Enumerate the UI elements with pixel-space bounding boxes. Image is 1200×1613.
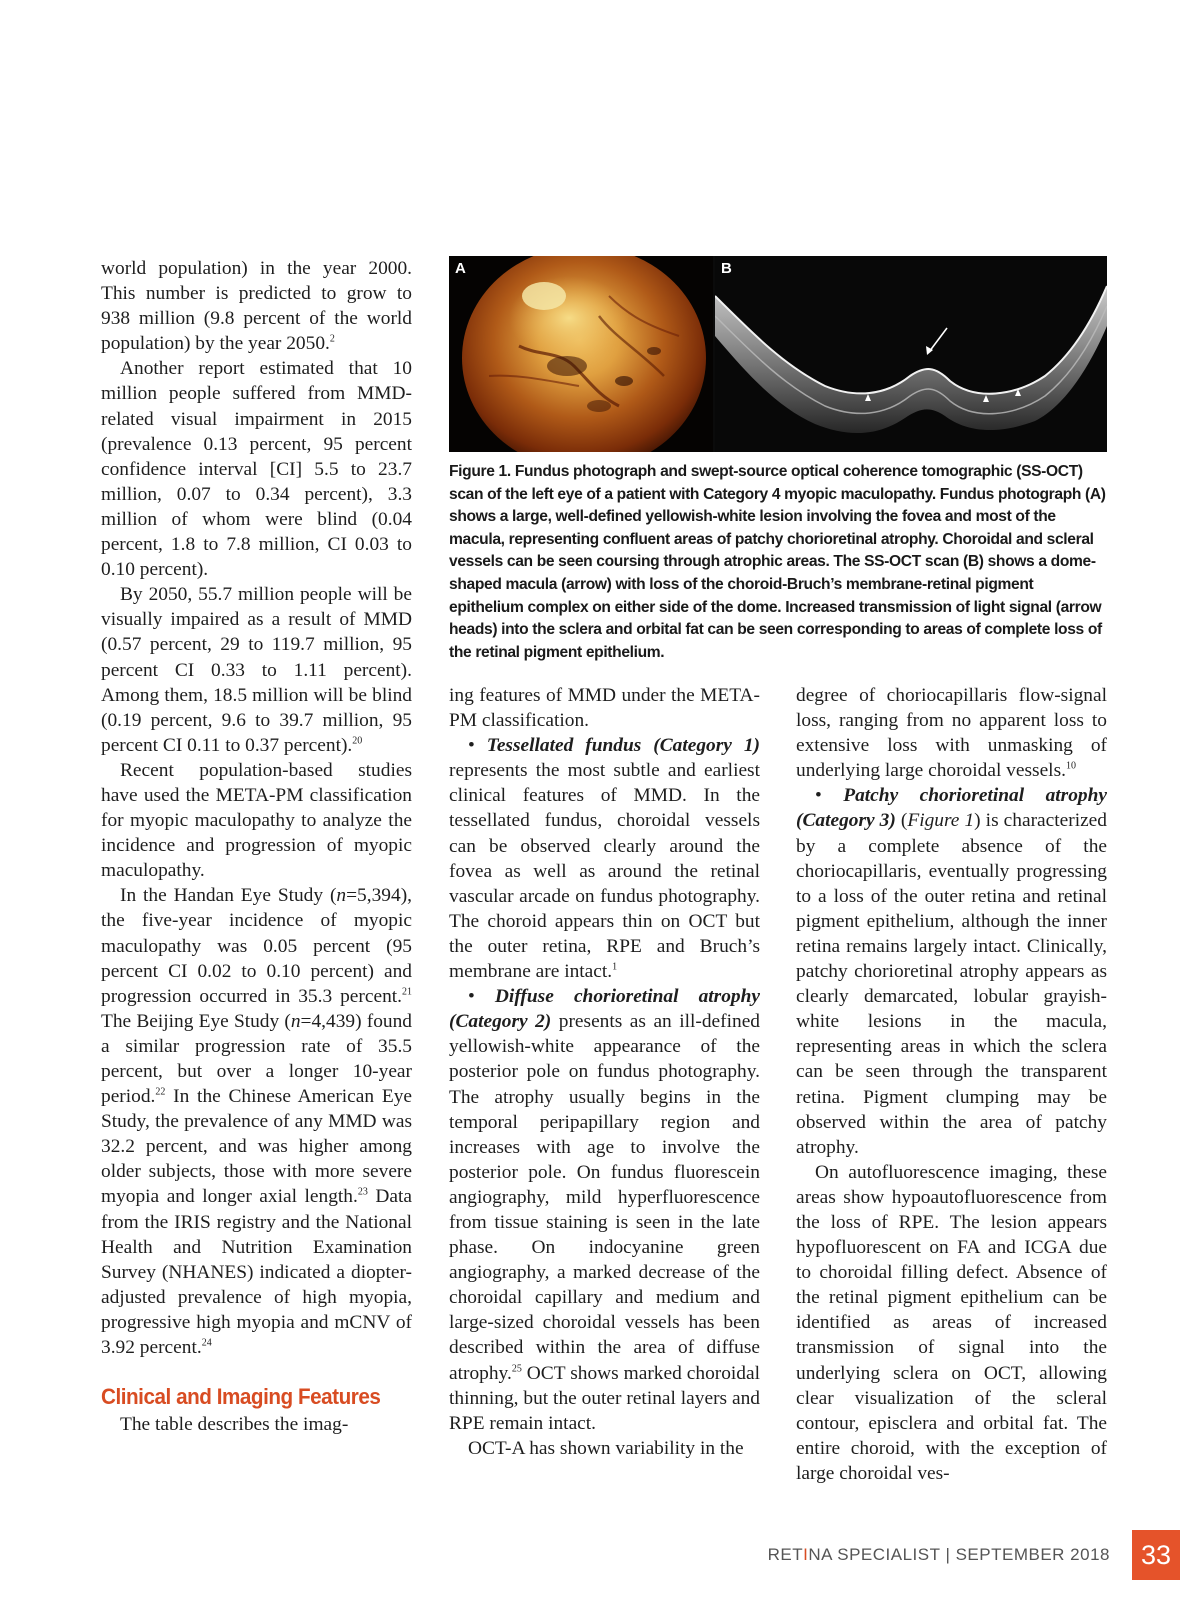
paragraph: world population) in the year 2000. This number is predicted to grow to 938 million (9.8 percent of the world population) by the year 2050.$^2$ — [101, 258, 412, 355]
paragraph: OCT-A has shown variability in the — [468, 1437, 744, 1459]
bullet-item: • Diffuse chorioretinal atrophy (Category 2) presents as an ill-defined yellowish-white appearance of the posterior pole on fundus photography. The atrophy usually begins in the temporal peripapillary region and increases with age to involve the posterior pole. On fundus fluorescein angiography, mild hyperfluorescence from tissue staining is seen in the late phase. On indocyanine green angiography, a marked decrease of the choroidal capillary and medium and large-sized choroidal vessels has been described within the area of diffuse atrophy.$^{25}$ OCT shows marked choroidal thinning, but the outer retinal layers and RPE remain intact. — [449, 986, 761, 1434]
column-3 — [796, 683, 1107, 1486]
oct-scan — [715, 256, 1107, 452]
paragraph: The table describes the imag- — [120, 1414, 349, 1436]
panel-label-a: A — [455, 260, 466, 277]
bullet-item: • Tessellated fundus (Category 1) represents the most subtle and earliest clinical features of MMD. In the tessellated fundus, choroidal vessels can be observed clearly around the fovea as well as around the retinal vascular arcade on fundus photography. The choroid appears thin on OCT but the outer retina, RPE and Bruch’s membrane are intact.$^1$ — [449, 735, 760, 983]
paragraph: degree of choriocapillaris flow-signal loss, ranging from no apparent loss to extensive loss with unmasking of underlying large choroidal vessels.$^{10}$ — [796, 685, 1107, 782]
figure-caption: Figure 1. Fundus photograph and swept-source optical coherence tomographic (SS-OCT) scan of the left eye of a patient with Category 4 myopic maculopathy. Fundus photograph (A) shows a large, well-defined yellowish-white lesion involving the fovea and most of the macula, representing confluent areas of patchy chorioretinal atrophy. Choroidal and scleral vessels can be seen coursing through atrophic areas. The SS-OCT scan (B) shows a dome-shaped macula (arrow) with loss of the choroid-Bruch’s membrane-retinal pigment epithelium complex on either side of the dome. Increased transmission of light signal (arrow heads) into the sclera and orbital fat can be seen corresponding to areas of complete loss of the retinal pigment epithelium. — [449, 463, 1106, 661]
figure-1 — [449, 256, 1107, 452]
bullet-item: • Patchy chorioretinal atrophy (Category 3) (Figure 1) is characterized by a complete absence of the choriocapillaris, eventually progressing to a loss of the outer retina and retinal pigment epithelium, although the inner retina remains largely intact. Clinically, patchy chorioretinal atrophy appears as clearly demarcated, lobular grayish-white lesions in the macula, representing areas in which the sclera can be seen through the transparent retina. Pigment clumping may be observed within the area of patchy atrophy. — [796, 785, 1107, 1158]
section-heading: Clinical and Imaging Features — [101, 1384, 381, 1410]
paragraph: By 2050, 55.7 million people will be visually impaired as a result of MMD (0.57 percent, 29 to 119.7 million, 95 percent CI 0.33 to 1.11 percent). Among them, 18.5 million will be blind (0.19 percent, 9.6 to 39.7 million, 95 percent CI 0.11 to 0.37 percent).$^{20}$ — [101, 584, 412, 756]
page-footer — [700, 1530, 1180, 1582]
paragraph: Another report estimated that 10 million people suffered from MMD-related visual impairment in 2015 (prevalence 0.13 percent, 95 percent confidence interval [CI] 5.5 to 23.7 million, 0.07 to 0.34 percent), 3.3 million of whom were blind (0.04 percent, 1.8 to 7.8 million, CI 0.03 to 0.10 percent). — [101, 358, 412, 581]
column-2 — [449, 683, 760, 1461]
oct-image — [715, 256, 1107, 452]
panel-label-b: B — [721, 260, 732, 277]
paragraph: ing features of MMD under the META-PM classification. — [449, 685, 760, 732]
column-1 — [101, 256, 412, 1437]
fundus-image — [449, 256, 713, 452]
fundus-photograph — [449, 256, 713, 452]
page-number: 33 — [1132, 1530, 1180, 1580]
paragraph: In the Handan Eye Study (n=5,394), the five-year incidence of myopic maculopathy was 0.05 percent (95 percent CI 0.02 to 0.10 percent) and progression occurred in 35.3 percent.$^{21}$ The Beijing Eye Study (n=4,439) found a similar progression rate of 35.5 percent, but over a longer 10-year period.$^{22}$ In the Chinese American Eye Study, the prevalence of any MMD was 32.2 percent, and was higher among older subjects, those with more severe myopia and longer axial length.$^{23}$ Data from the IRIS registry and the National Health and Nutrition Examination Survey (NHANES) indicated a diopter-adjusted prevalence of high myopia, progressive high myopia and mCNV of 3.92 percent.$^{24}$ — [101, 885, 413, 1359]
paragraph: Recent population-based studies have used the META-PM classification for myopic maculopathy to analyze the incidence and progression of myopic maculopathy. — [101, 759, 412, 882]
paragraph: On autofluorescence imaging, these areas show hypoautofluorescence from the loss of RPE. The lesion appears hypofluorescent on FA and ICGA due to choroidal filling defect. Absence of the retinal pigment epithelium can be identified as areas of increased transmission of signal into the underlying sclera on OCT, allowing clear visualization of the scleral contour, episclera and orbital fat. The entire choroid, with the exception of large choroidal ves- — [796, 1161, 1107, 1484]
running-footer: RETINA SPECIALIST | SEPTEMBER 2018 — [767, 1545, 1110, 1564]
